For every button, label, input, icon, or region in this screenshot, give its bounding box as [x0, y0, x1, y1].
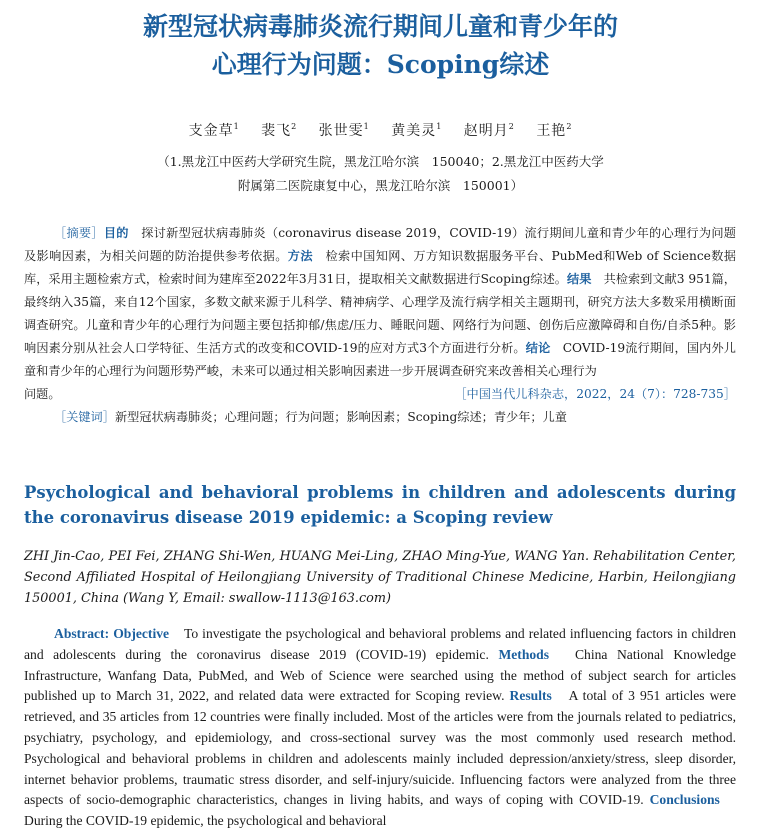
author: 王艳$^2$ — [536, 122, 573, 139]
en-methods-label: Methods — [498, 646, 550, 662]
author: 张世雯$^1$ — [318, 122, 370, 139]
en-methods-text: China National Knowledge Infrastructure, Wanfang Data, PubMed, and Web of Science were searched using the method of subject search for articles published up to March 31, 2022, and related data were extracted for Scoping review. — [24, 646, 737, 704]
conclusions-last-fragment: 问题。 — [24, 387, 61, 401]
english-title: Psychological and behavioral problems in children and adolescents during the coronavirus disease 2019 epidemic: a Scoping review — [24, 483, 736, 527]
objective-label: 目的 — [103, 226, 129, 240]
methods-text: 检索中国知网、万方知识数据服务平台、PubMed和Web of Science数据库，采用主题检索方式，检索时间为建库至2022年3月31日，提取相关文献数据进行Scoping综述。 — [24, 249, 736, 286]
conclusions-text: COVID-19流行期间，国内外儿童和青少年的心理行为问题形势严峻，未来可以通过相关影响因素进一步开展调查研究来改善相关心理行为 — [24, 341, 736, 378]
en-abstract-label: Abstract: — [54, 626, 110, 641]
author: 赵明月$^2$ — [463, 122, 515, 139]
chinese-author-list — [0, 116, 761, 142]
en-conclusions-text: During the COVID-19 epidemic, the psychological and behavioral — [24, 792, 736, 829]
chinese-title-line-2: 心理行为问题：Scoping综述 — [211, 50, 550, 79]
chinese-keywords — [24, 406, 736, 429]
results-text: 共检索到文献3 951篇，最终纳入35篇，来自12个国家，多数文献来源于儿科学、精神病学、心理学及流行病学相关主题期刊，研究方法大多数采用横断面调查研究。儿童和青少年的心理行为问题主要包括抑郁/焦虑/压力、睡眠问题、网络行为问题、创伤后应激障碍和自伤/自杀5种。影响因素分别从社会人口学特征、生活方式的改变和COVID-19的应对方式3个方面进行分析。 — [24, 272, 736, 355]
chinese-title-line-1: 新型冠状病毒肺炎流行期间儿童和青少年的 — [142, 12, 618, 41]
english-authors-affiliation: ZHI Jin-Cao, PEI Fei, ZHANG Shi-Wen, HUANG Mei-Ling, ZHAO Ming-Yue, WANG Yan. Rehabilitation Center, Second Affiliated Hospital of Heilongjiang University of Traditional Chinese Medicine, Harbin, Heilongjiang 150001, China (Wang Y, Email: swallow-1113@163.com) — [24, 549, 736, 606]
en-objective-text: To investigate the psychological and behavioral problems and related influencing factors in children and adolescents during the coronavirus disease 2019 (COVID-19) epidemic. — [24, 626, 736, 662]
abstract-label: ［摘要］ — [54, 226, 104, 240]
results-label: 结果 — [567, 272, 592, 286]
methods-label: 方法 — [287, 249, 313, 263]
author: 黄美灵$^1$ — [391, 122, 443, 139]
chinese-affiliation-line-1: （1.黑龙江中医药大学研究生院，黑龙江哈尔滨 150040；2.黑龙江中医药大学 — [157, 154, 604, 169]
chinese-abstract-body — [24, 222, 736, 406]
english-abstract — [24, 624, 736, 832]
conclusions-label: 结论 — [525, 341, 551, 355]
keywords-text: 新型冠状病毒肺炎；心理问题；行为问题；影响因素；Scoping综述；青少年；儿童 — [114, 410, 567, 424]
en-results-label: Results — [509, 688, 552, 704]
journal-citation: ［中国当代儿科杂志，2022，24（7）：728-735］ — [454, 387, 736, 401]
chinese-affiliation-line-2: 附属第二医院康复中心，黑龙江哈尔滨 150001） — [237, 178, 524, 193]
author: 支金草$^1$ — [188, 122, 240, 139]
citation-line — [24, 383, 736, 406]
author: 裴飞$^2$ — [261, 122, 298, 139]
en-conclusions-label: Conclusions — [649, 792, 720, 808]
objective-text: 探讨新型冠状病毒肺炎（coronavirus disease 2019，COVID-19）流行期间儿童和青少年的心理行为问题及影响因素，为相关问题的防治提供参考依据。 — [24, 226, 736, 263]
en-objective-label: Objective — [113, 626, 170, 641]
keywords-label: ［关键词］ — [54, 410, 115, 424]
en-results-text: A total of 3 951 articles were retrieved, and 35 articles from 12 countries were finally included. Most of the articles were from the journals related to pediatrics, psychiatry, psychology, and epidemiology, and cross-sectional survey was the most commonly used research method. Psychological and behavioral problems in children and adolescents mainly included depression/anxiety/stress, sleep disorder, internet behavior problems, traumatic stress disorder, and self-injury/suicide. Influencing factors were analyzed from the three aspects of socio-demographic characteristics, changes in living habits, and ways of coping with COVID-19. — [24, 688, 737, 808]
chinese-abstract — [24, 222, 736, 429]
